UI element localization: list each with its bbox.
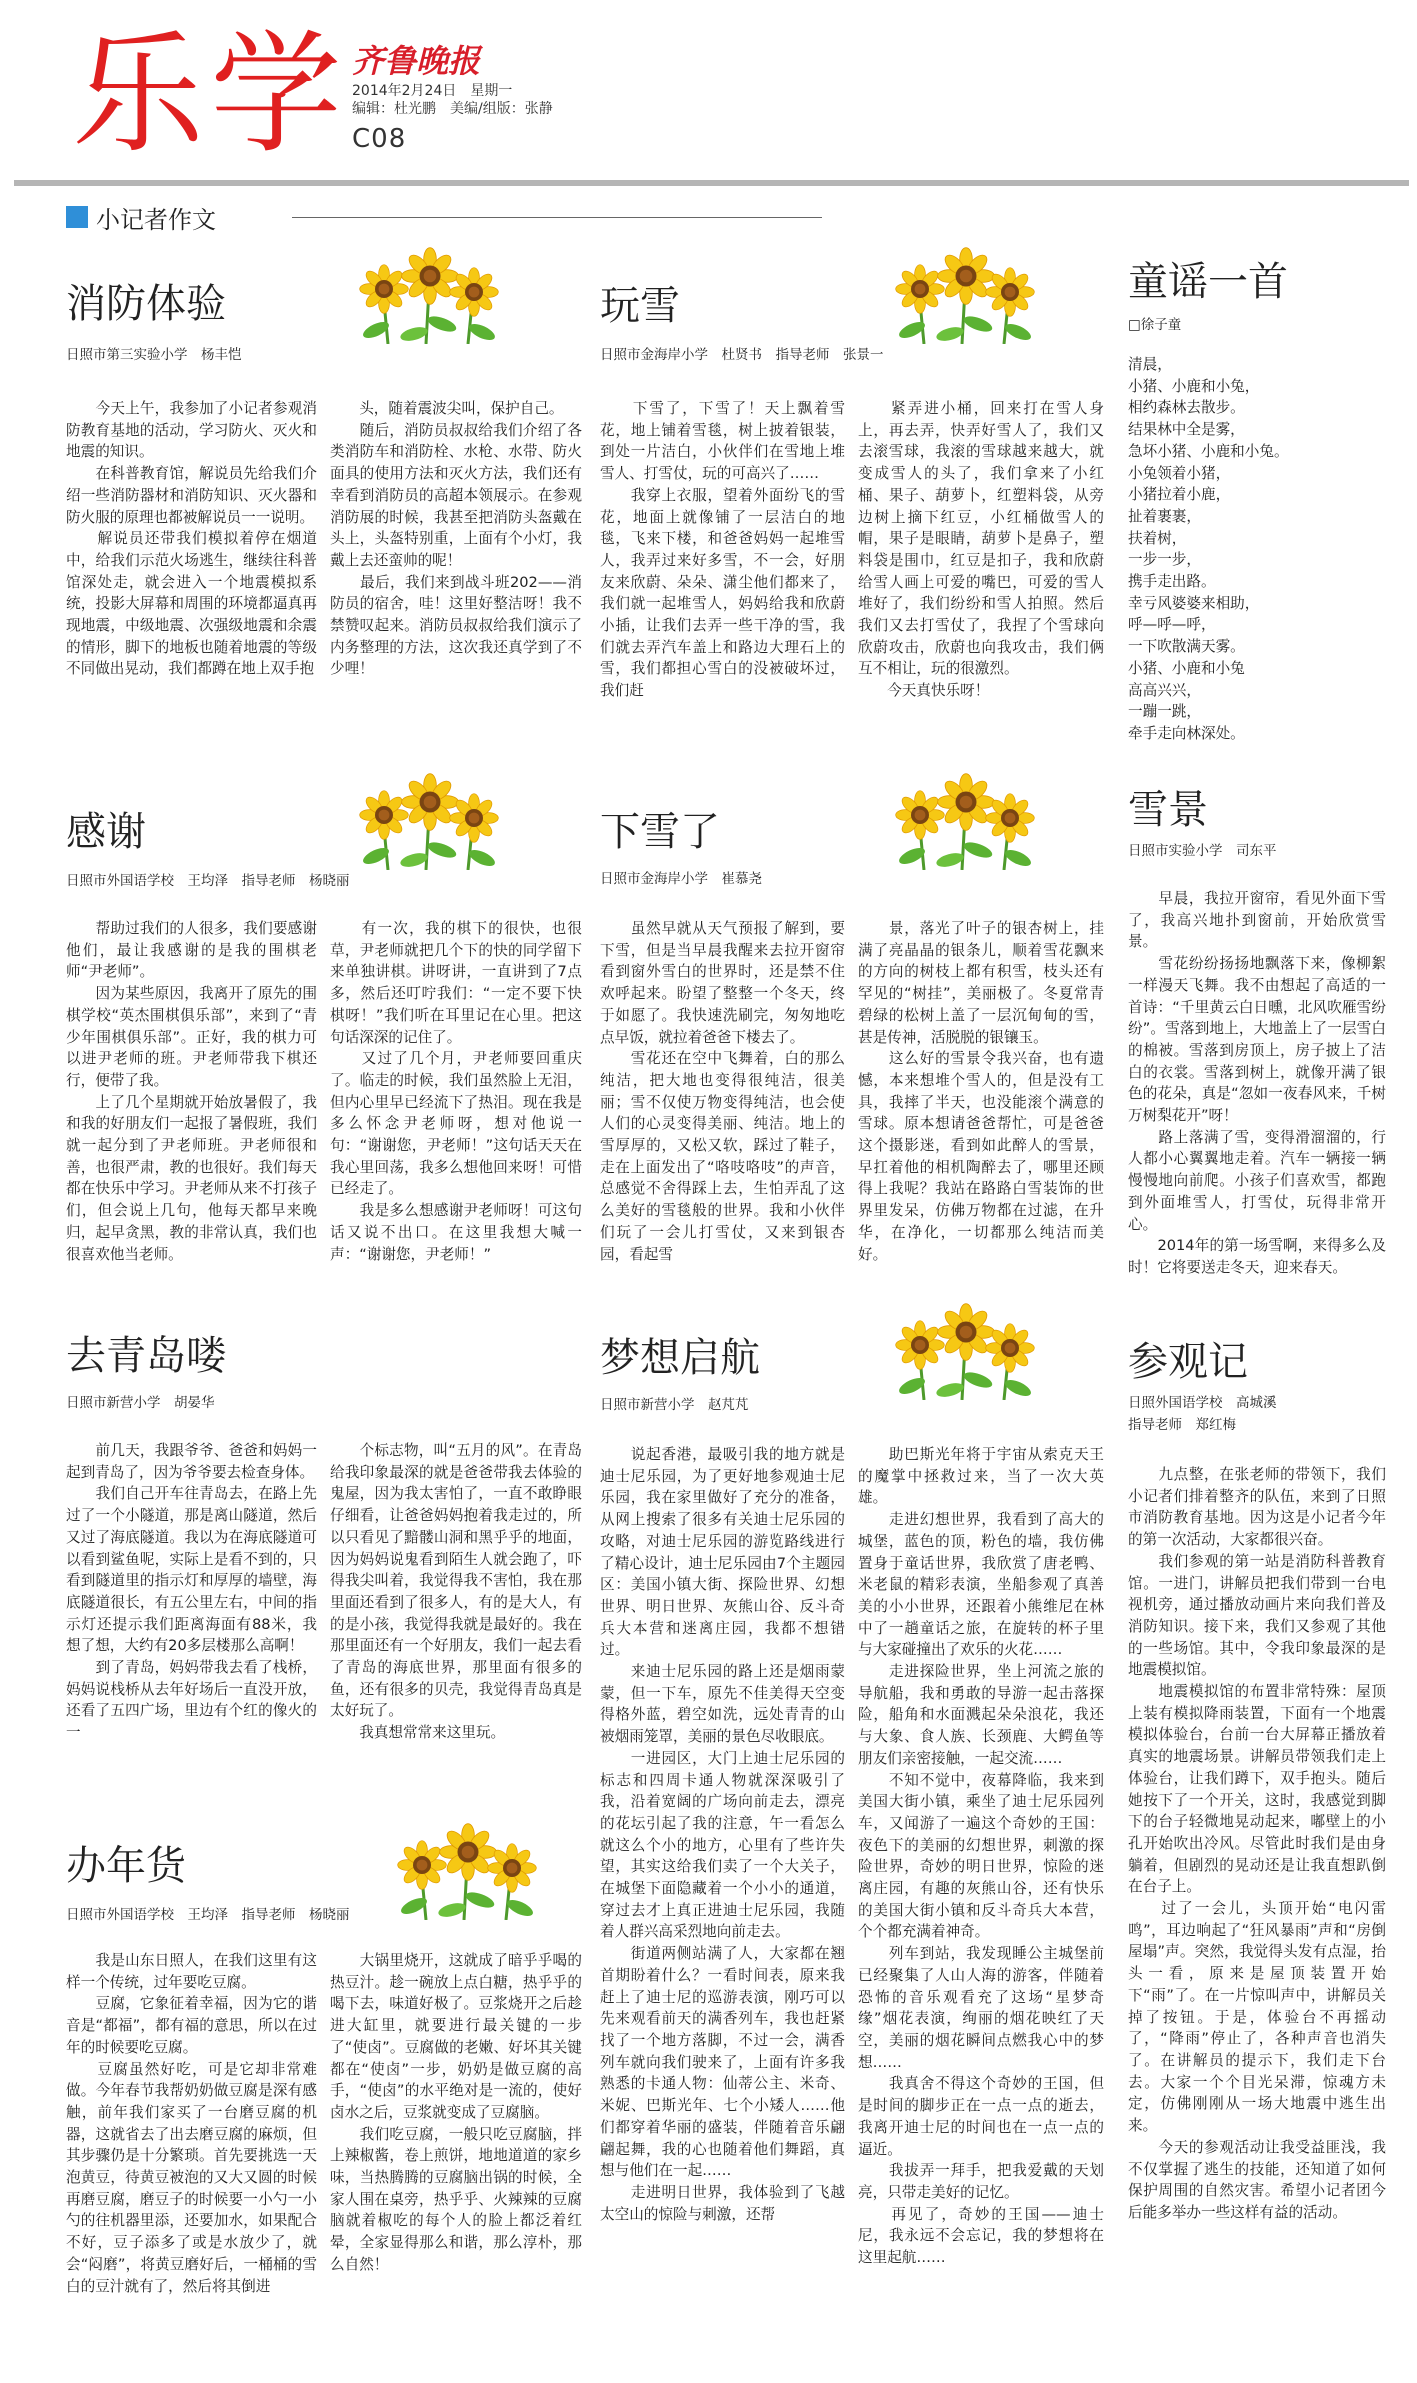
poem-line: 一步一步， [1128, 551, 1201, 569]
poem-line: 一下吹散满天雾。 [1128, 638, 1245, 656]
article-body: 九点整，在张老师的带领下，我们小记者们排着整齐的队伍，来到了日照市消防教育基地。因为这是小记者今年的第一次活动，大家都很兴奋。 我们参观的第一站是消防科普教育馆。一进门，讲解员把我们带到一台电视机旁，通过播放动画片来向我们普及消防知识。接下来，我们又参观了其他的一些场馆。其中，令我印象最深的是地震模拟馆。 地震模拟馆的布置非常特殊：屋顶上装有模拟降雨装置，下面有一个地震模拟体验台，台前一台大屏幕正播放着真实的地震场景。讲解员带领我们走上体验台，让我们蹲下，双手抱头。随后她按下了一个开关，这时，我感觉到脚下的台子轻微地晃动起来，嘟壁上的小孔开始吹出冷风。尽管此时我们是由身躺着，但剧烈的晃动还是让我直想趴倒在台子上。 过了一会儿，头顶开始“电闪雷鸣”，耳边响起了“狂风暴雨”声和“房倒屋塌”声。突然，我觉得头发有点湿，抬头一看，原来是屋顶装置开始下“雨”了。在一片惊叫声中，讲解员关掉了按钮。于是，体验台不再摇动了，“降雨”停止了，各种声音也消失了。在讲解员的提示下，我们走下台去。大家一个个目光呆滞，惊魂方未定，仿佛刚刚从一场大地震中逃生出来。 今天的参观活动让我受益匪浅，我不仅掌握了逃生的技能，还知道了如何保护周围的自然灾害。希望小记者团今后能多举办一些这样有益的活动。 [1128, 1466, 1386, 2221]
sunflowers-icon [354, 770, 504, 870]
article-title: 玩雪 [600, 283, 680, 329]
article-title: 雪景 [1128, 787, 1208, 833]
article-byline: 日照市第三实验小学 杨丰恺 [66, 347, 242, 363]
article-title: 参观记 [1128, 1339, 1248, 1385]
article-byline: □徐子童 [1128, 317, 1182, 333]
poem-line: 小猪、小鹿和小兔 [1128, 659, 1245, 677]
article-body: 早晨，我拉开窗帘，看见外面下雪了，我高兴地扑到窗前，开始欣赏雪景。 雪花纷纷扬扬地飘落下来，像柳絮一样漫天飞舞。我不由想起了高适的一首诗：“千里黄云白日曛，北风吹雁雪纷纷”。雪落到地上，大地盖上了一层雪白的棉被。雪落到房顶上，房子披上了洁白的衣裳。雪落到树上，就像开满了银色的花朵，真是“忽如一夜春风来，千树万树梨花开”呀！ 路上落满了雪，变得滑溜溜的，行人都小心翼翼地走着。汽车一辆接一辆慢慢地向前爬。小孩子们喜欢雪，都跑到外面堆雪人，打雪仗，玩得非常开心。 2014年的第一场雪啊，来得多么及时！它将要送走冬天，迎来春天。 [1128, 890, 1386, 1276]
article-title: 办年货 [66, 1843, 186, 1889]
poem-body [1128, 354, 1388, 754]
article-title: 消防体验 [66, 281, 226, 327]
article-byline: 日照市外国语学校 王均泽 指导老师 杨晓丽 [66, 1907, 350, 1923]
article-body: 景，落光了叶子的银杏树上，挂满了亮晶晶的银条儿，顺着雪花飘来的方向的树枝上都有积雪，枝头还有罕见的“树挂”，美丽极了。冬夏常青碧绿的松树上盖了一层沉甸甸的雪，甚是传神，活脱脱的银镶玉。 这么好的雪景令我兴奋，也有遗憾，本来想堆个雪人的，但是没有工具，我摔了半天，也没能滚个满意的雪球。原本想请爸爸帮忙，可是爸爸这个摄影迷，看到如此醉人的雪景，早扛着他的相机陶醉去了，哪里还顾得上我呢？我站在路路白雪装饰的世界里发呆，仿佛万物都在过滤，在升华，在净化，一切都那么纯洁而美好。 [858, 920, 1104, 1263]
poem-line: 小猪拉着小鹿， [1128, 486, 1231, 504]
column-divider [292, 217, 822, 218]
sunflowers-icon [890, 244, 1040, 344]
sunflowers-icon [890, 770, 1040, 870]
article-byline: 日照外国语学校 高城溪 [1128, 1395, 1277, 1411]
poem-line: 携手走出路。 [1128, 573, 1216, 591]
editors-line: 编辑：杜光鹏 美编/组版：张静 [352, 101, 553, 117]
article-byline: 日照市新营小学 胡晏华 [66, 1395, 215, 1411]
page-number: C08 [352, 124, 407, 154]
poem-line: 扯着裹裹， [1128, 507, 1201, 525]
article-body: 大锅里烧开，这就成了暗乎乎喝的热豆汁。趁一碗放上点白糖，热乎乎的喝下去，味道好极了。豆浆烧开之后趁进大缸里，就要进行最关键的一步了“使卤”。豆腐做的老嫩、好坏其关键都在“使卤”一步，奶奶是做豆腐的高手，“使卤”的水平绝对是一流的，使好卤水之后，豆浆就变成了豆腐脑。 我们吃豆腐，一般只吃豆腐脑，拌上辣椒酱，卷上煎饼，地地道道的家乡味，当热腾腾的豆腐脑出锅的时候，全家人围在桌旁，热乎乎、火辣辣的豆腐脑就着椒吃的每个人的脸上都泛着红晕，全家显得那么和谐，那么淳朴，那么自然！ [330, 1952, 582, 2273]
poem-line: 小兔领着小猪， [1128, 464, 1231, 482]
article-byline: 日照市外国语学校 王均泽 指导老师 杨晓丽 [66, 873, 350, 889]
sunflowers-icon [392, 1820, 542, 1920]
poem-line: 急坏小猪、小鹿和小兔。 [1128, 442, 1289, 460]
article-byline: 日照市金海岸小学 杜贤书 指导老师 张景一 [600, 347, 884, 363]
article-title: 去青岛喽 [66, 1333, 226, 1379]
header-divider [14, 180, 1409, 186]
article-body: 今天上午，我参加了小记者参观消防教育基地的活动，学习防火、灭火和地震的知识。 在科普教育馆，解说员先给我们介绍一些消防器材和消防知识、灭火器和防火服的原理也都被解说员一一说明。 解说员还带我们模拟着停在烟道中，给我们示范火场逃生，继续往科普馆深处走，就会进入一个地震模拟系统，投影大屏幕和周围的环境都逼真再现地震，中级地震、次强级地震和余震的情形，脚下的地板也随着地震的等级不同做出晃动，我们都蹲在地上双手抱 [66, 400, 317, 678]
article-byline: 指导老师 郑红梅 [1128, 1417, 1236, 1433]
article-body: 下雪了，下雪了！天上飘着雪花，地上铺着雪毯，树上披着银装，到处一片洁白，小伙伴们在雪地上堆雪人、打雪仗，玩的可高兴了…… 我穿上衣服，望着外面纷飞的雪花，地面上就像铺了一层洁白的地毯，飞来下楼，和爸爸妈妈一起堆雪人，我弄过来好多雪，不一会，好朋友来欣蔚、朵朵、潇尘他们都来了，我们就一起堆雪人，妈妈给我和欣蔚小插，让我们去弄一些干净的雪，我们就去弄汽车盖上和路边大理石上的雪，我们都担心雪白的没被破坏过，我们赶 [600, 400, 845, 700]
article-body: 有一次，我的棋下的很快，也很草，尹老师就把几个下的快的同学留下来单独讲棋。讲呀讲，一直讲到了7点多，然后还叮咛我们：“一定不要下快棋呀！”我们听在耳里记在心里。把这句话深深的记住了。 又过了几个月，尹老师要回重庆了。临走的时候，我们虽然脸上无泪，但内心里早已经流下了热泪。现在我是多么怀念尹老师呀，想对他说一句：“谢谢您，尹老师！”这句话天天在我心里回荡，我多么想他回来呀！可惜已经走了。 我是多么想感谢尹老师呀！可这句话又说不出口。在这里我想大喊一声：“谢谢您，尹老师！” [330, 920, 582, 1263]
newspaper-logo: 齐鲁晚报 [352, 42, 481, 80]
issue-date: 2014年2月24日 星期一 [352, 83, 513, 99]
article-body: 前几天，我跟爷爷、爸爸和妈妈一起到青岛了，因为爷爷要去检查身体。 我们自己开车往青岛去，在路上先过了一个小隧道，那是离山隧道，然后又过了海底隧道。我以为在海底隧道可以看到鲨鱼呢，实际上是看不到的，只看到隧道里的指示灯和厚厚的墙壁，海底隧道很长，有五公里左右，中间的指示灯还提示我们距离海面有88米，我想了想，大约有20多层楼那么高啊！ 到了青岛，妈妈带我去看了栈桥，妈妈说栈桥从去年好场后一直没开放，还看了五四广场，里边有个红的像火的一 [66, 1442, 317, 1742]
article-byline: 日照市实验小学 司东平 [1128, 843, 1277, 859]
sunflowers-icon [890, 1300, 1040, 1400]
poem-line: 呼—呼—呼， [1128, 616, 1216, 634]
poem-line: 幸亏风婆婆来相助， [1128, 594, 1260, 612]
article-title: 感谢 [66, 809, 146, 855]
article-body: 紧弄进小桶，回来打在雪人身上，再去弄，快弄好雪人了，我们又去滚雪球，我滚的雪球越来越大，就变成雪人的头了，我们拿来了小红桶、果子、葫萝卜，红塑料袋，从旁边树上摘下红豆，小红桶做雪人的帽，果子是眼睛，葫萝卜是鼻子，塑料袋是围巾，红豆是扣子，我和欣蔚给雪人画上可爱的嘴巴，可爱的雪人堆好了，我们纷纷和雪人拍照。然后我们又去打雪仗了，我捏了个雪球向欣蔚攻击，欣蔚也向我攻击，我们俩互不相让，玩的很激烈。 今天真快乐呀！ [858, 400, 1104, 700]
poem-line: 相约森林去散步。 [1128, 399, 1245, 417]
poem-line: 结果林中全是雾， [1128, 421, 1245, 439]
poem-line: 清晨， [1128, 356, 1172, 373]
poem-line: 高高兴兴， [1128, 681, 1201, 699]
poem-line: 牵手走向林深处。 [1128, 724, 1245, 742]
article-title: 童谣一首 [1128, 259, 1288, 305]
article-body: 助巴斯光年将于宇宙从索克天王的魔掌中拯救过来，当了一次大英雄。 走进幻想世界，我看到了高大的城堡，蓝色的顶，粉色的墙，我仿佛置身于童话世界，我欣赏了唐老鸭、米老鼠的精彩表演，坐船参观了真善美的小小世界，还跟着小熊维尼在林中了一趟童话之旅，在旋转的杯子里与大家碰撞出了欢乐的火花…… 走进探险世界，坐上河流之旅的导航船，我和勇敢的导游一起击落探险，船角和水面溅起朵朵浪花，我还与大象、食人族、长颈鹿、大鳄鱼等朋友们亲密接触，一起交流…… 不知不觉中，夜幕降临，我来到美国大街小镇，乘坐了迪士尼乐园列车，又闻游了一遍这个奇妙的王国：夜色下的美丽的幻想世界，刺激的探险世界，奇妙的明日世界，惊险的迷离庄园，有趣的灰熊山谷，还有快乐的美国大街小镇和反斗奇兵大本营，个个都充满着神奇。 列车到站，我发现睡公主城堡前已经聚集了人山人海的游客，伴随着恐怖的音乐观看充了这场“星梦奇缘”烟花表演，绚丽的烟花映红了天空，美丽的烟花瞬间点燃我心中的梦想…… 我真舍不得这个奇妙的王国，但是时间的脚步正在一点一点的逝去，我离开迪士尼的时间也在一点一点的逼近。 我拔弄一拜手，把我爱戴的天划亮，只带走美好的记忆。 再见了，奇妙的王国——迪士尼，我永远不会忘记，我的梦想将在这里起航…… [858, 1446, 1104, 2267]
article-body: 我是山东日照人，在我们这里有这样一个传统，过年要吃豆腐。 豆腐，它象征着幸福，因为它的谐音是“都福”，都有福的意思，所以在过年的时候要吃豆腐。 豆腐虽然好吃，可是它却非常难做。今年春节我帮奶奶做豆腐是深有感触，前年我们家买了一台磨豆腐的机器，这就省去了出去磨豆腐的麻烦，但其步骤仍是十分繁琐。首先要挑选一天泡黄豆，待黄豆被泡的又大又圆的时候再磨豆腐，磨豆子的时候要一小勺一小勺的往机器里添，还要加水，如果配合不好，豆子添多了或是水放少了，就会“闷磨”，将黄豆磨好后，一桶桶的雪白的豆汁就有了，然后将其倒进 [66, 1952, 317, 2295]
article-title: 梦想启航 [600, 1335, 760, 1381]
article-body: 个标志物，叫“五月的风”。在青岛给我印象最深的就是爸爸带我去体验的鬼屋，因为我太害怕了，一直不敢睁眼仔细看，让爸爸妈妈抱着我走过的，所以只看见了黯髅山洞和黑乎乎的地面，因为妈妈说鬼看到陌生人就会跑了，吓得我尖叫着，我觉得我不害怕，我在那里面还看到了很多人，有的是大人，有的是小孩，我觉得我就是最好的。我在那里面还有一个好朋友，我们一起去看了青岛的海底世界，那里面有很多的鱼，还有很多的贝壳，我觉得青岛真是太好玩了。 我真想常常来这里玩。 [330, 1442, 582, 1742]
article-body: 帮助过我们的人很多，我们要感谢他们，最让我感谢的是我的围棋老师“尹老师”。 因为某些原因，我离开了原先的围棋学校“英杰围棋俱乐部”，来到了“青少年围棋俱乐部”。正好，我的棋力可以进尹老师的班。尹老师带我下棋还行，便带了我。 上了几个星期就开始放暑假了，我和我的好朋友们一起报了暑假班，我们就一起分到了尹老师班。尹老师很和善，也很严肃，教的也很好。我们每天都在快乐中学习。尹老师从来不打孩子们，但会说上几句，他每天都早来晚归，起早贪黑，教的非常认真，我们也很喜欢他当老师。 [66, 920, 317, 1263]
poem-line: 扶着树， [1128, 529, 1187, 547]
article-body: 头，随着震波尖叫，保护自己。 随后，消防员叔叔给我们介绍了各类消防车和消防栓、水枪、水带、防火面具的使用方法和灭火方法，我们还有幸看到消防员的高超本领展示。在参观消防展的时候，我甚至把消防头盔戴在头上，头盔特别重，上面有个小灯，我戴上去还蛮帅的呢！ 最后，我们来到战斗班202——消防员的宿舍，哇！这里好整洁呀！我不禁赞叹起来。消防员叔叔给我们演示了内务整理的方法，这次我还真学到了不少哩！ [330, 400, 582, 678]
column-title: 小记者作文 [96, 206, 216, 234]
masthead-title: 乐学 [72, 18, 348, 172]
poem-line: 一蹦一跳， [1128, 703, 1201, 721]
article-byline: 日照市新营小学 赵芃芃 [600, 1397, 749, 1413]
blue-square-icon [66, 206, 88, 228]
article-body: 虽然早就从天气预报了解到，要下雪，但是当早晨我醒来去拉开窗帘看到窗外雪白的世界时，还是禁不住欢呼起来。盼望了整整一个冬天，终于如愿了。我快速洗刷完，匆匆地吃点早饭，就拉着爸爸下楼去了。 雪花还在空中飞舞着，白的那么纯洁，把大地也变得很纯洁，很美丽；雪不仅使万物变得纯洁，也会使人们的心灵变得美丽、纯洁。地上的雪厚厚的，又松又软，踩过了鞋子，走在上面发出了“咯吱咯吱”的声音，总感觉不舍得踩上去，生怕弄乱了这么美好的雪毯般的世界。我和小伙伴们玩了一会儿打雪仗，又来到银杏园，看起雪 [600, 920, 845, 1263]
article-body: 说起香港，最吸引我的地方就是迪士尼乐园，为了更好地参观迪士尼乐园，我在家里做好了充分的准备，从网上搜索了很多有关迪士尼乐园的攻略，对迪士尼乐园的游览路线进行了精心设计，迪士尼乐园由7个主题园区：美国小镇大街、探险世界、幻想世界、明日世界、灰熊山谷、反斗奇兵大本营和迷离庄园，我都不想错过。 来迪士尼乐园的路上还是烟雨蒙蒙，但一下车，原先不佳美得天空变得格外蓝，碧空如洗，远处青青的山被烟雨笼罩，美丽的景色尽收眼底。 一进园区，大门上迪士尼乐园的标志和四周卡通人物就深深吸引了我，沿着宽阔的广场向前走去，漂亮的花坛引起了我的注意，午一看怎么就这么个小的地方，心里有了些许失望，其实这给我们卖了一个大关子，在城堡下面隐藏着一个小小的通道，穿过去才上真正进迪士尼乐园，我随着人群兴高采烈地向前走去。 街道两侧站满了人，大家都在翘首期盼着什么？一看时间表，原来我赶上了迪士尼的巡游表演，刚巧可以先来观看前天的满香列车，我也赶紧找了一个地方落脚，不过一会，满香列车就向我们驶来了，上面有许多我熟悉的卡通人物：仙蒂公主、米奇、米妮、巴斯光年、七个小矮人……他们都穿着华丽的盛装，伴随着音乐翩翩起舞，我的心也随着他们舞蹈，真想与他们在一起…… 走进明日世界，我体验到了飞越太空山的惊险与刺激，还帮 [600, 1446, 845, 2223]
poem-line: 小猪、小鹿和小兔， [1128, 377, 1260, 395]
sunflowers-icon [354, 244, 504, 344]
article-title: 下雪了 [600, 809, 720, 855]
article-byline: 日照市金海岸小学 崔慕尧 [600, 871, 762, 887]
